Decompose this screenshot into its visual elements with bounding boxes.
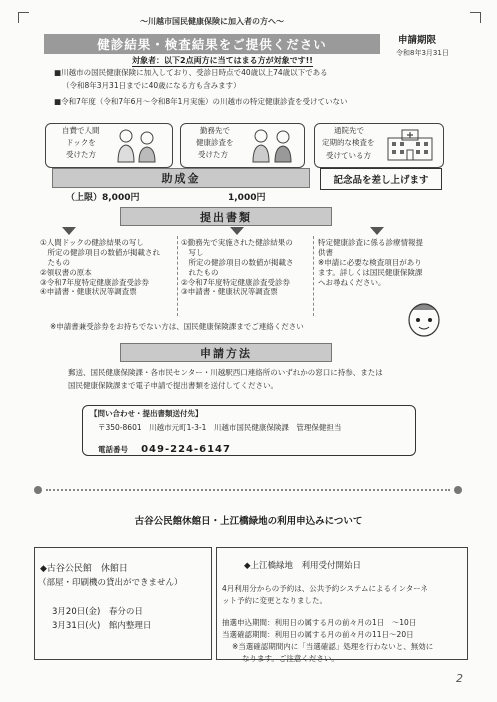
gift-label: 記念品を差し上げます (320, 168, 442, 190)
doc-2-4: れたもの (181, 267, 219, 277)
documents-arrow-2 (230, 227, 244, 235)
documents-col-divider-2 (313, 236, 314, 316)
contact-title: 【問い合わせ・提出書類送付先】 (90, 409, 203, 418)
dotted-divider-left-dot (34, 486, 42, 494)
contact-phone-row (98, 437, 231, 456)
eligibility-heading: 対象者：以下2点両方に当てはまる方が対象です!! (132, 56, 313, 65)
contact-phone-number: 049-224-6147 (141, 444, 231, 455)
notice-left-sub: （部屋・印刷機の貸出ができません） (38, 578, 183, 588)
notice-right-heading: ◆上江橋緑地 利用受付開始日 (244, 561, 362, 571)
documents-label: 提出書類 (120, 207, 332, 226)
doc-1-1: ①人間ドックの健診結果の写し (40, 238, 144, 247)
apply-label: 申請方法 (120, 343, 332, 362)
notice-left-heading: ◆古谷公民館 休館日 (40, 564, 128, 574)
subsidy-amount-2: 1,000円 (228, 193, 266, 203)
doc-2-5: ②令和7年度特定健康診査受診券 (181, 277, 290, 287)
category-2-line-2: 健康診査を (196, 138, 234, 147)
doc-3-3: ※申請に必要な検査項目があり (318, 257, 422, 267)
mascot-illustration (404, 298, 444, 340)
contact-address: 〒350-8601 川越市元町1-3-1 川越市国民健康保険課 管理保健担当 (98, 423, 342, 432)
doc-2-1: ①勤務先で実施された健診結果の (181, 238, 293, 247)
notice-left-date-2: 3月31日(火) 館内整理日 (52, 621, 152, 631)
category-1-line-1: 自費で人間 (62, 126, 100, 135)
doc-3-2: 供書 (318, 247, 333, 257)
notice-right-p4: 当選確認期間：利用日の属する月の前々月の11日〜20日 (222, 630, 414, 639)
notice-left-date-1: 3月20日(金) 春分の日 (52, 607, 143, 617)
documents-col-1 (40, 238, 160, 297)
doc-2-3: 所定の健診項目の数値が掲載さ (181, 257, 294, 267)
doc-1-5: ③令和7年度特定健康診査受診券 (40, 277, 149, 287)
notice-right-p1: 4月利用分からの予約は、公共予約システムによるインターネ (222, 584, 428, 593)
hospital-illustration (384, 128, 436, 162)
notice-title: 古谷公民館休館日・上江橋緑地の利用申込みについて (134, 516, 363, 527)
documents-arrow-1 (62, 227, 76, 235)
deadline-label: 申請期限 (398, 35, 437, 46)
subsidy-amount-1: （上限）8,000円 (66, 193, 140, 203)
dotted-divider-right-dot (454, 486, 462, 494)
category-3-line-3: 受けている方 (326, 151, 371, 160)
header-subtitle: 〜川越市国民健康保険に加入者の方へ〜 (140, 17, 284, 26)
doc-2-2: 写し (181, 247, 204, 257)
doc-1-4: ②領収書の原本 (40, 267, 92, 277)
doc-3-1: 特定健康診査に係る診療情報提 (318, 238, 423, 247)
category-2-line-3: 受けた方 (198, 150, 228, 159)
eligibility-line-1: ■川越市の国民健康保険に加入しており、受診日時点で40歳以上74歳以下である (54, 68, 328, 77)
category-1-line-2: ドックを (66, 138, 96, 147)
page-number: 2 (456, 672, 463, 685)
notice-right-p3: 抽選申込期間：利用日の属する月の前々月の1日 〜10日 (222, 618, 417, 627)
documents-col-3 (318, 238, 423, 287)
documents-note: ※申請書兼受診券をお持ちでない方は、国民健康保険課までご連絡ください (50, 322, 304, 331)
main-title: 健診結果・検査結果をご提供ください (44, 34, 380, 54)
doc-3-4: ます。詳しくは国民健康保険課 (318, 267, 423, 277)
doctor-illustration (114, 126, 162, 164)
eligibility-line-1b: （令和8年3月31日までに40歳になる方も含みます） (62, 81, 241, 90)
deadline-date: 令和8年3月31日 (396, 49, 449, 57)
worker-illustration (248, 126, 298, 164)
documents-col-2 (181, 238, 294, 297)
notice-right-p2: ット予約に変更となりました。 (222, 596, 327, 605)
corner-mark-top-left (18, 12, 29, 23)
dotted-divider (46, 489, 450, 491)
documents-col-divider-1 (177, 236, 178, 316)
subsidy-label: 助成金 (52, 168, 310, 188)
category-2-line-1: 勤務先で (200, 126, 230, 135)
category-3-line-1: 通院先で (334, 126, 364, 135)
apply-line-1: 郵送、国民健康保険課・各市民センター・川越駅西口連絡所のいずれかの窓口に持参、または (68, 368, 383, 377)
doc-3-5: へお尋ねください。 (318, 277, 386, 287)
category-1-line-3: 受けた方 (66, 150, 96, 159)
corner-mark-top-right (470, 12, 481, 23)
category-3-line-2: 定期的な検査を (322, 138, 375, 147)
eligibility-line-2: ■令和7年度（令和7年6月〜令和8年1月実施）の川越市の特定健康診査を受けていない (54, 97, 348, 106)
documents-arrow-3 (370, 227, 384, 235)
doc-2-6: ③申請書・健康状況等調査票 (181, 287, 278, 297)
notice-right-p5: ※当選確認期間内に「当選確認」処理を行わないと、無効に (232, 642, 434, 651)
contact-phone-label: 電話番号 (98, 445, 128, 454)
apply-line-2: 国民健康保険課まで電子申請で提出書類を送付してください。 (68, 381, 278, 390)
doc-1-6: ④申請書・健康状況等調査票 (40, 287, 137, 297)
doc-1-2: 所定の健診項目の数値が掲載され (40, 247, 160, 257)
notice-right-p6: なります。ご注意ください。 (242, 654, 339, 663)
doc-1-3: たもの (40, 257, 70, 267)
